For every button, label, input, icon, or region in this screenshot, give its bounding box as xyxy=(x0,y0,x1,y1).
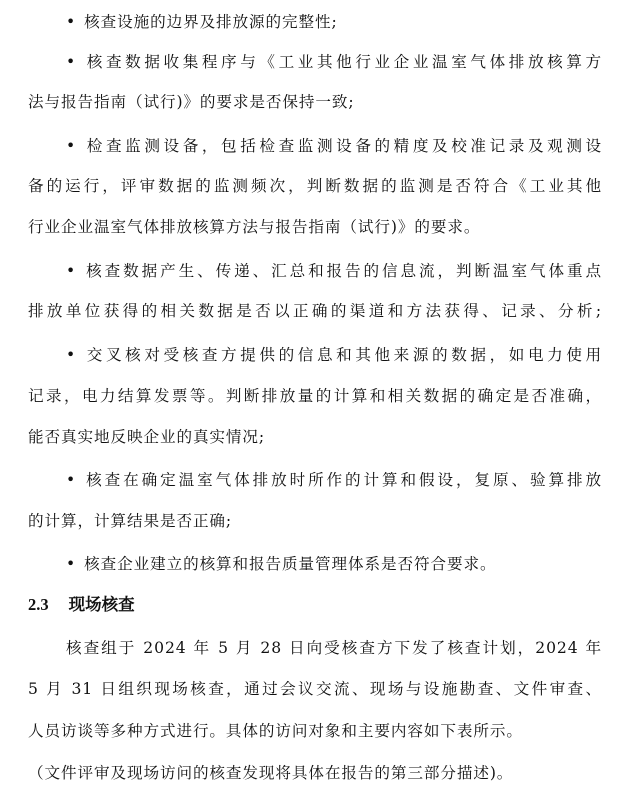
bullet-continuation: 行业企业温室气体排放核算方法与报告指南（试行)》的要求。 xyxy=(28,218,481,236)
bullet-text: 检查监测设备，包括检查监测设备的精度及校准记录及观测设 xyxy=(84,137,602,155)
bullet-continuation: 法与报告指南（试行)》的要求是否保持一致; xyxy=(28,93,355,111)
paragraph-line: （文件评审及现场访问的核查发现将具体在报告的第三部分描述)。 xyxy=(28,764,514,782)
bullet-item xyxy=(66,136,602,156)
bullet-text: 交叉核对受核查方提供的信息和其他来源的数据，如电力使用 xyxy=(84,346,602,364)
bullet-item xyxy=(66,470,602,490)
bullet-item xyxy=(66,345,602,365)
bullet-text: 核查在确定温室气体排放时所作的计算和假设，复原、验算排放 xyxy=(84,471,602,489)
bullet-item xyxy=(66,554,602,574)
bullet-item xyxy=(66,261,602,281)
bullet-item xyxy=(66,52,602,72)
bullet-dot: • xyxy=(66,137,77,155)
paragraph-line: 人员访谈等多种方式进行。具体的访问对象和主要内容如下表所示。 xyxy=(28,722,523,740)
bullet-continuation: 排放单位获得的相关数据是否以正确的渠道和方法获得、记录、分析; xyxy=(28,302,602,320)
section-title: 现场核查 xyxy=(68,595,135,614)
bullet-continuation: 记录，电力结算发票等。判断排放量的计算和相关数据的确定是否准确， xyxy=(28,387,602,405)
bullet-dot: • xyxy=(66,53,77,71)
paragraph-line: 5 月 31 日组织现场核查，通过会议交流、现场与设施勘查、文件审查、 xyxy=(28,680,602,698)
bullet-text: 核查企业建立的核算和报告质量管理体系是否符合要求。 xyxy=(84,555,497,573)
section-number: 2.3 xyxy=(28,595,49,614)
bullet-text: 核查数据产生、传递、汇总和报告的信息流，判断温室气体重点 xyxy=(84,262,602,280)
bullet-dot: • xyxy=(66,13,77,31)
bullet-continuation: 能否真实地反映企业的真实情况; xyxy=(28,428,266,446)
paragraph-line: 核查组于 2024 年 5 月 28 日向受核查方下发了核查计划，2024 年 xyxy=(66,639,602,657)
bullet-text: 核查数据收集程序与《工业其他行业企业温室气体排放核算方 xyxy=(84,53,602,71)
bullet-text: 核查设施的边界及排放源的完整性; xyxy=(84,13,338,31)
bullet-dot: • xyxy=(66,471,77,489)
bullet-item xyxy=(66,12,602,32)
bullet-dot: • xyxy=(66,346,77,364)
bullet-dot: • xyxy=(66,555,77,573)
section-heading xyxy=(28,594,135,616)
bullet-dot: • xyxy=(66,262,77,280)
bullet-continuation: 备的运行，评审数据的监测频次，判断数据的监测是否符合《工业其他 xyxy=(28,177,602,195)
bullet-continuation: 的计算，计算结果是否正确; xyxy=(28,512,233,530)
